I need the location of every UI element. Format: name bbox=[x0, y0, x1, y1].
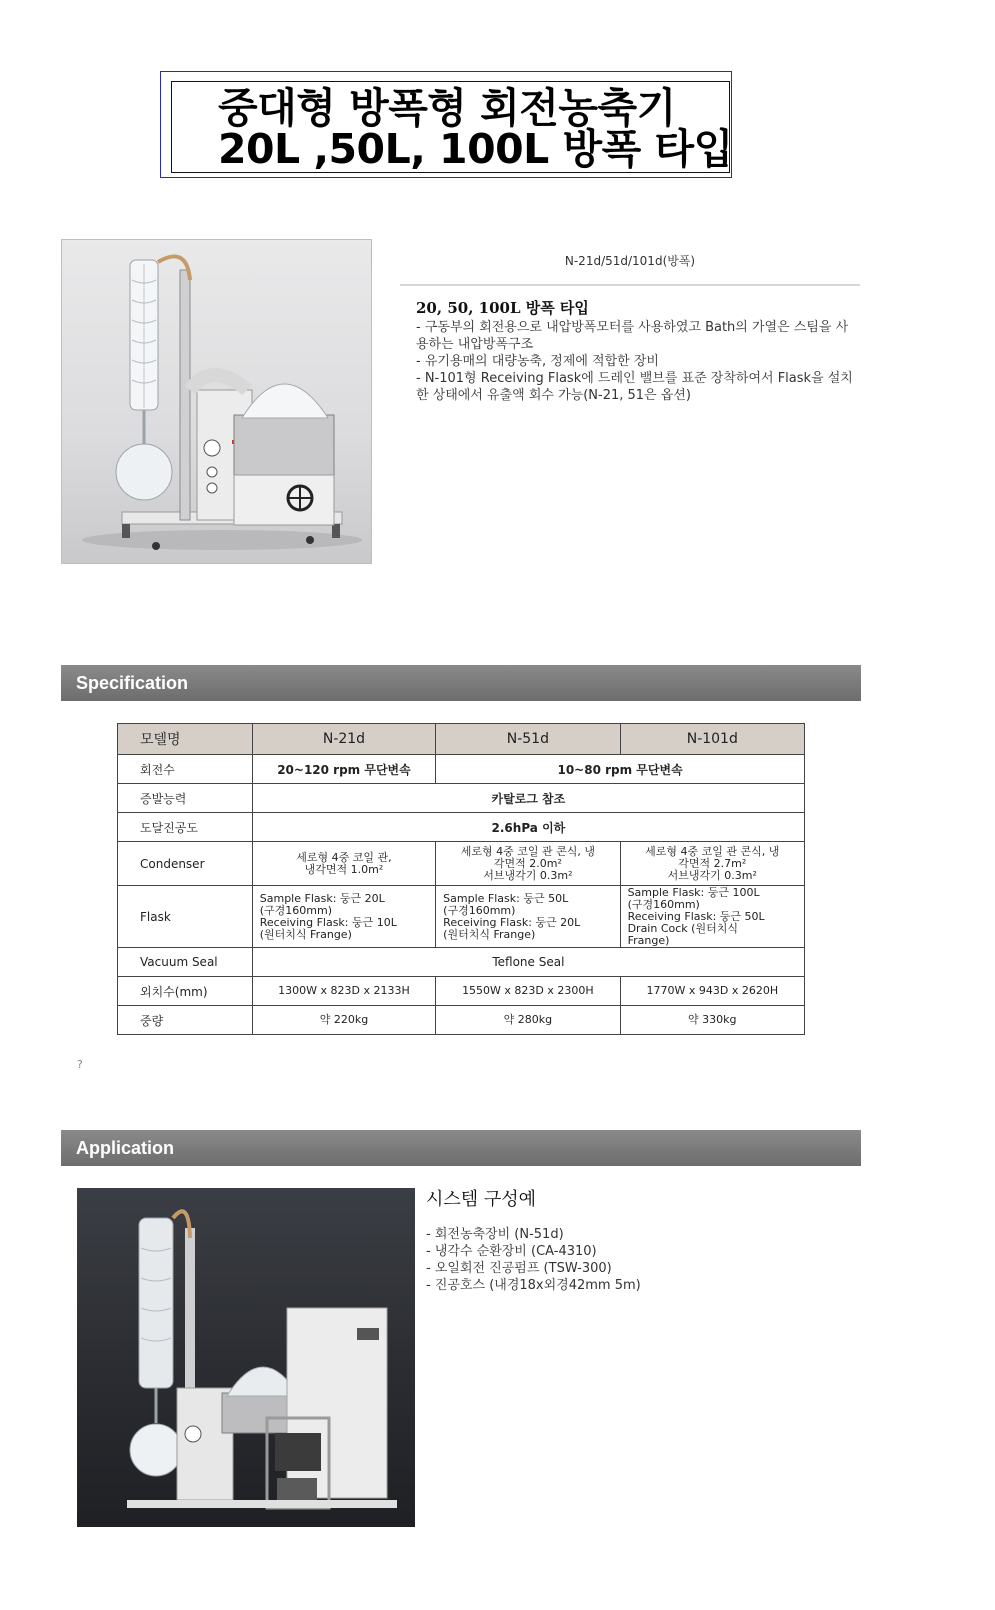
row-label: Condenser bbox=[118, 842, 253, 886]
product-heading: 20, 50, 100L 방폭 타입 bbox=[416, 299, 589, 317]
cell-line: (원터치식 Frange) bbox=[443, 927, 536, 941]
table-row bbox=[118, 755, 805, 784]
banner-title-line-1: 중대형 방폭형 회전농축기 bbox=[218, 84, 676, 132]
cell-line: 서브냉각기 0.3m² bbox=[483, 868, 573, 882]
cell-line: (구경160mm) bbox=[443, 903, 516, 917]
cell-line: 세로형 4중 코일 관, bbox=[296, 850, 392, 864]
application-section-header: Application bbox=[61, 1130, 861, 1166]
description-bullet: - 유기용매의 대량농축, 정제에 적합한 장비 bbox=[416, 354, 659, 369]
cell-line: Sample Flask: 둥근 100L bbox=[627, 885, 760, 899]
cell-line: (구경160mm) bbox=[627, 897, 700, 911]
table-row bbox=[118, 784, 805, 813]
table-cell: 1300W x 823D x 2133H bbox=[252, 977, 435, 1006]
table-row bbox=[118, 886, 805, 948]
row-label: Vacuum Seal bbox=[118, 948, 253, 977]
cell-line: Receiving Flask: 둥근 50L bbox=[627, 909, 765, 923]
table-cell bbox=[620, 886, 804, 948]
cell-line: 냉각면적 1.0m² bbox=[304, 862, 384, 876]
cell-line: Receiving Flask: 둥근 10L bbox=[259, 915, 397, 929]
application-list bbox=[426, 1226, 641, 1294]
header-model-label: 모델명 bbox=[118, 724, 253, 755]
cell-line: Sample Flask: 둥근 20L bbox=[259, 891, 385, 905]
table-row bbox=[118, 948, 805, 977]
cell-line: Sample Flask: 둥근 50L bbox=[443, 891, 569, 905]
table-row bbox=[118, 813, 805, 842]
product-description bbox=[416, 300, 856, 404]
cell-line: Receiving Flask: 둥근 20L bbox=[443, 915, 581, 929]
table-cell: 약 330kg bbox=[620, 1006, 804, 1035]
row-label: 회전수 bbox=[118, 755, 253, 784]
cell-line: Drain Cock (원터치식 bbox=[627, 921, 738, 935]
cell-line: 각면적 2.0m² bbox=[493, 856, 562, 870]
table-header-row bbox=[118, 724, 805, 755]
cell-line: 서브냉각기 0.3m² bbox=[667, 868, 757, 882]
row-label: 증발능력 bbox=[118, 784, 253, 813]
specification-table bbox=[117, 723, 805, 1035]
cell-line: 각면적 2.7m² bbox=[678, 856, 747, 870]
product-photo bbox=[61, 239, 372, 564]
row-label: 중량 bbox=[118, 1006, 253, 1035]
table-cell: 1770W x 943D x 2620H bbox=[620, 977, 804, 1006]
cell-line: Frange) bbox=[627, 933, 670, 947]
table-cell: 1550W x 823D x 2300H bbox=[436, 977, 620, 1006]
application-photo bbox=[77, 1188, 415, 1527]
header-n-101d: N-101d bbox=[620, 724, 804, 755]
row-label: 도달진공도 bbox=[118, 813, 253, 842]
table-cell: 약 220kg bbox=[252, 1006, 435, 1035]
table-cell: 약 280kg bbox=[436, 1006, 620, 1035]
table-row bbox=[118, 1006, 805, 1035]
table-cell bbox=[252, 842, 435, 886]
list-item: - 진공호스 (내경18x외경42mm 5m) bbox=[426, 1278, 641, 1293]
header-n-51d: N-51d bbox=[436, 724, 620, 755]
table-cell bbox=[252, 886, 435, 948]
table-cell bbox=[436, 886, 620, 948]
row-label: Flask bbox=[118, 886, 253, 948]
row-label: 외치수(mm) bbox=[118, 977, 253, 1006]
divider bbox=[400, 284, 860, 286]
system-setup-illustration bbox=[77, 1188, 415, 1527]
table-cell bbox=[436, 842, 620, 886]
header-n-21d: N-21d bbox=[252, 724, 435, 755]
list-item: - 회전농축장비 (N-51d) bbox=[426, 1227, 564, 1242]
table-row bbox=[118, 977, 805, 1006]
list-item: - 냉각수 순환장비 (CA-4310) bbox=[426, 1244, 597, 1259]
table-cell: 2.6hPa 이하 bbox=[252, 813, 804, 842]
table-cell: Teflone Seal bbox=[252, 948, 804, 977]
stray-question-mark: ? bbox=[77, 1058, 83, 1071]
specification-section-header: Specification bbox=[61, 665, 861, 701]
cell-line: (원터치식 Frange) bbox=[259, 927, 352, 941]
application-title: 시스템 구성예 bbox=[426, 1189, 537, 1210]
model-line: N-21d/51d/101d(방폭) bbox=[564, 254, 696, 268]
table-cell: 20~120 rpm 무단변속 bbox=[252, 755, 435, 784]
list-item: - 오일회전 진공펌프 (TSW-300) bbox=[426, 1261, 612, 1276]
cell-line: (구경160mm) bbox=[259, 903, 333, 917]
table-cell: 10~80 rpm 무단변속 bbox=[436, 755, 805, 784]
table-row bbox=[118, 842, 805, 886]
title-banner bbox=[171, 81, 733, 173]
cell-line: 세로형 4중 코일 관 콘식, 냉 bbox=[460, 844, 595, 858]
rotary-evaporator-illustration bbox=[62, 240, 372, 564]
table-cell bbox=[620, 842, 804, 886]
banner-title-line-2: 20L ,50L, 100L 방폭 타입 bbox=[218, 125, 733, 173]
description-bullet: - 구동부의 회전용으로 내압방폭모터를 사용하였고 Bath의 가열은 스팀을 사용하는 내압방폭구조 bbox=[416, 320, 849, 352]
cell-line: 세로형 4중 코일 관 콘식, 냉 bbox=[645, 844, 780, 858]
table-cell: 카탈로그 참조 bbox=[252, 784, 804, 813]
description-bullet: - N-101형 Receiving Flask에 드레인 밸브를 표준 장착하여서 Flask을 설치한 상태에서 유출액 회수 가능(N-21, 51은 옵션) bbox=[416, 371, 853, 403]
